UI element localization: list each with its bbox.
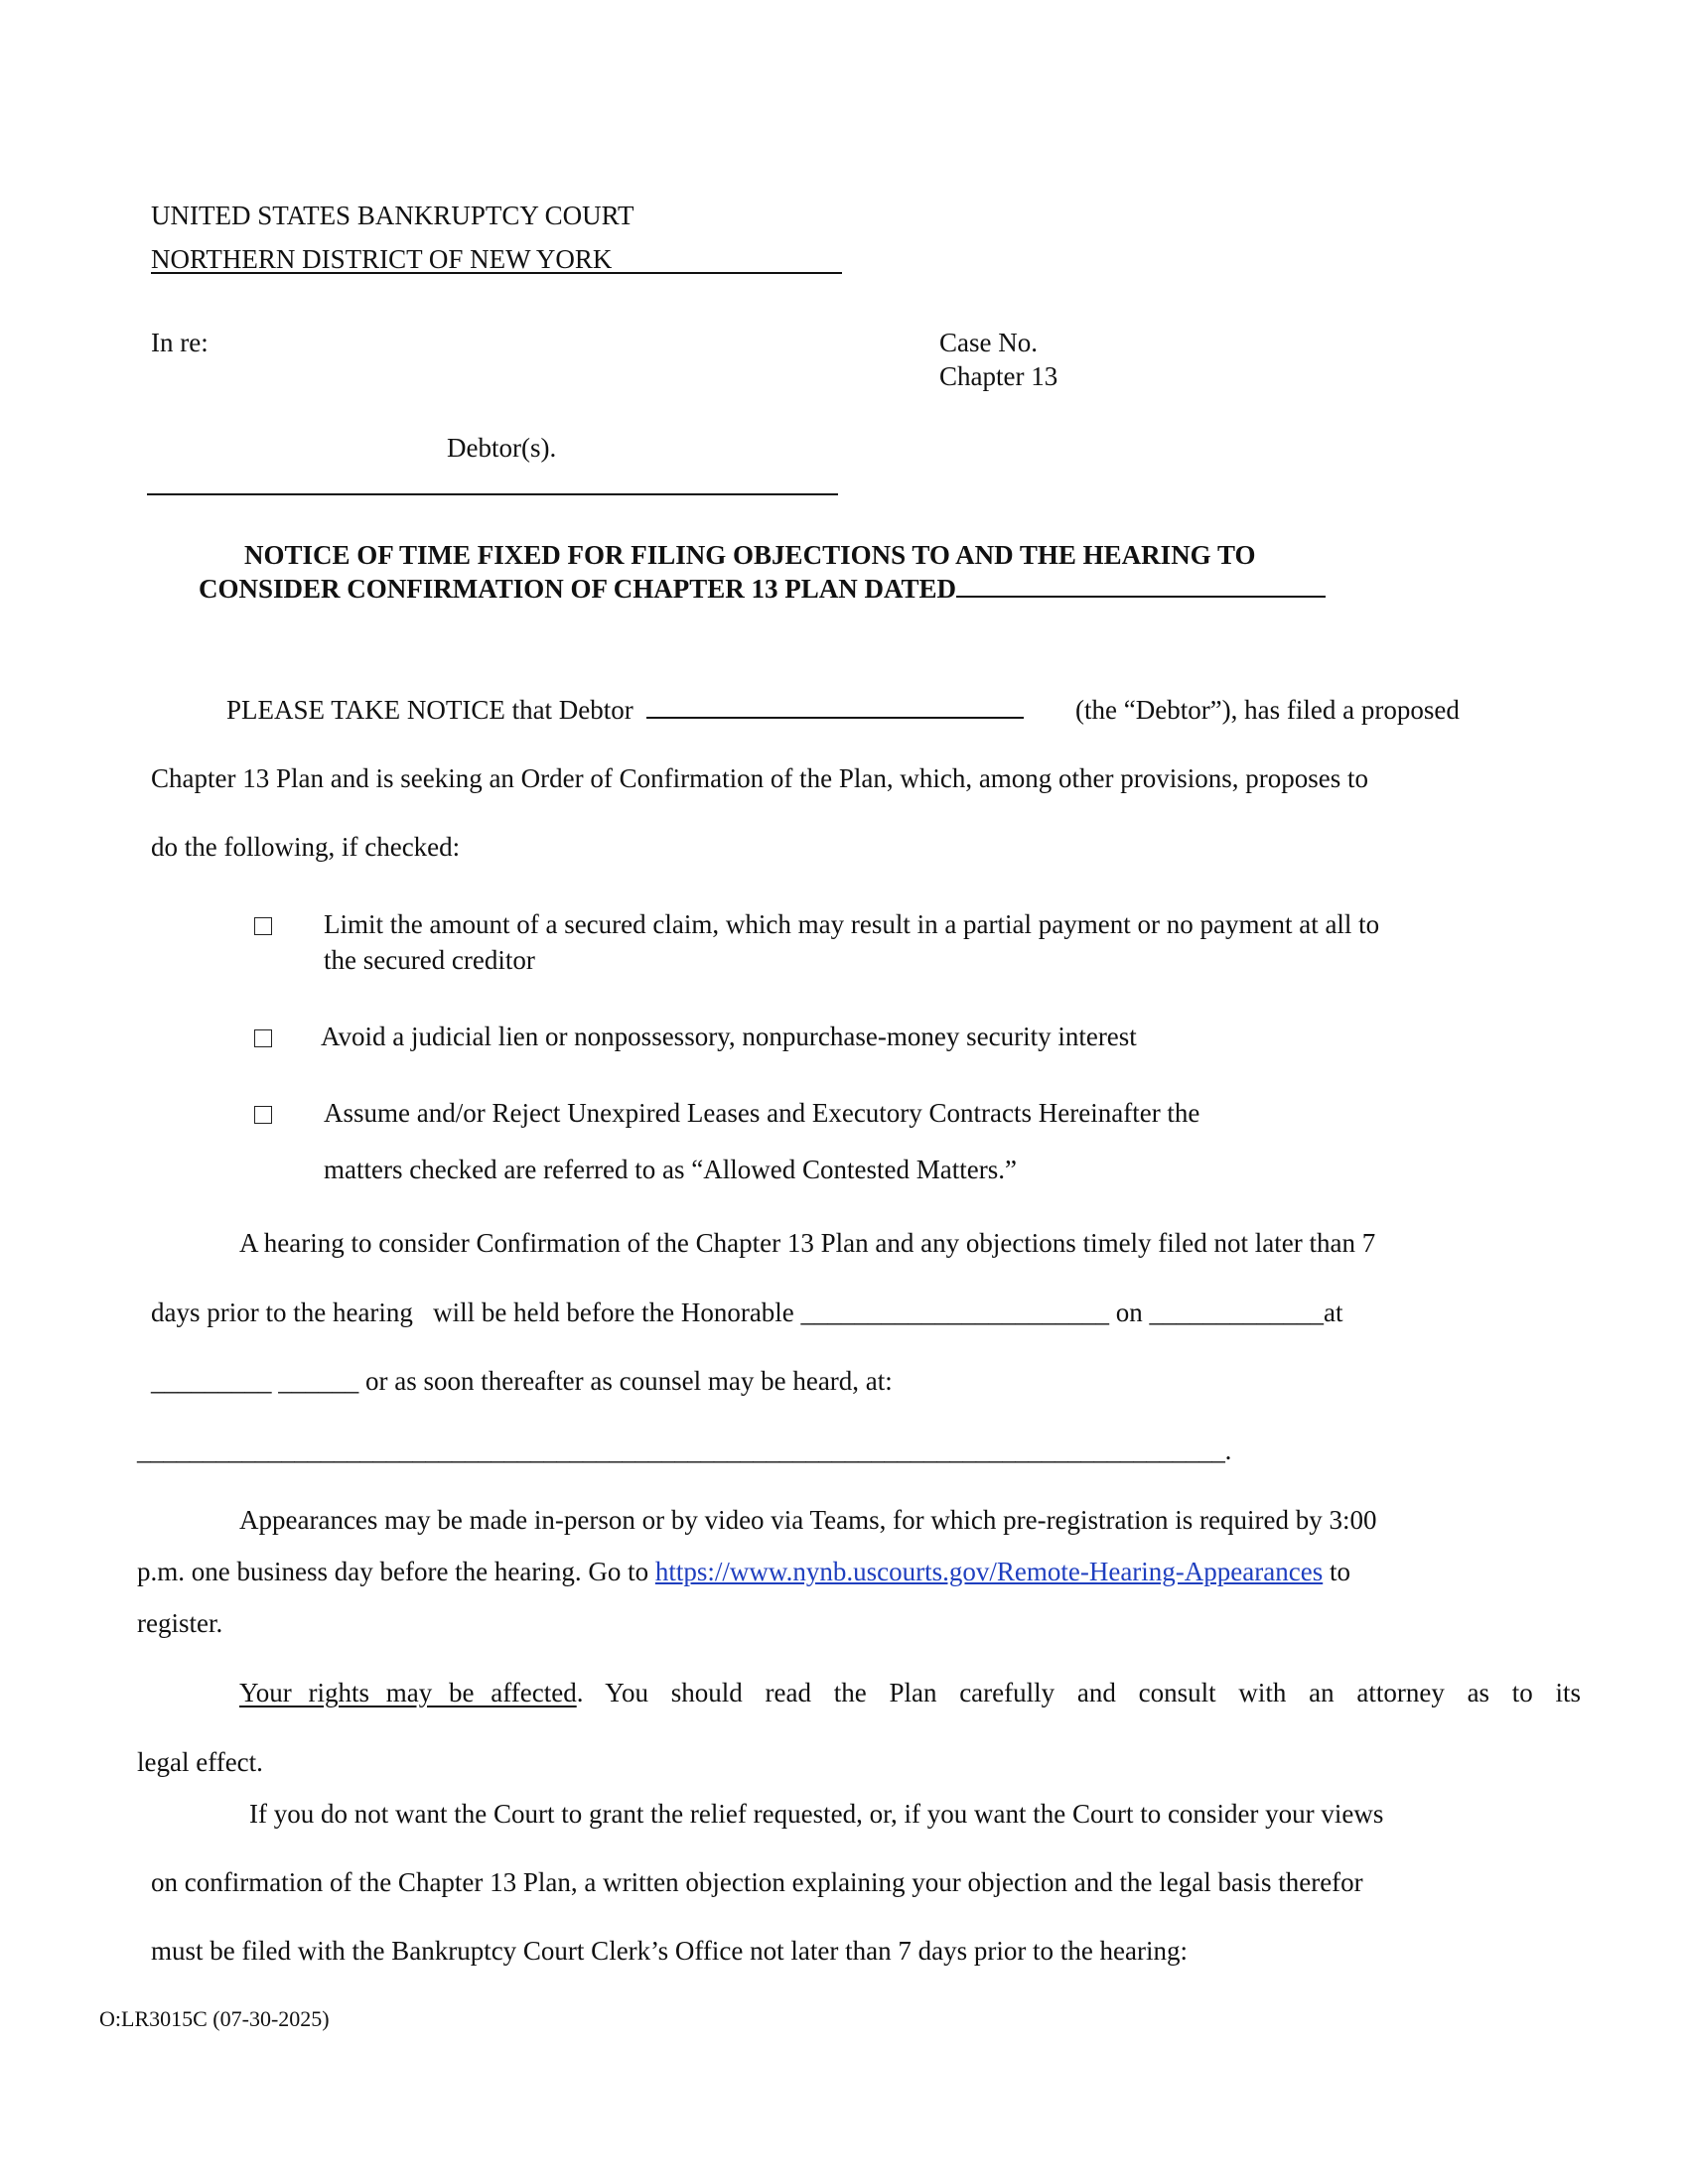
court-name: UNITED STATES BANKRUPTCY COURT bbox=[151, 201, 634, 230]
option-limit-secured-claim-line1: Limit the amount of a secured claim, which may result in a partial payment or no payment at all to bbox=[324, 909, 1380, 939]
plan-date-blank bbox=[956, 574, 1326, 598]
objection-line3: must be filed with the Bankruptcy Court Clerk’s Office not later than 7 days prior to the hearing: bbox=[151, 1936, 1189, 1966]
debtors-label: Debtor(s). bbox=[447, 433, 557, 463]
hearing-date-blank: _____________ bbox=[1149, 1297, 1325, 1327]
option-avoid-lien-line1: Avoid a judicial lien or nonpossessory, nonpurchase-money security interest bbox=[321, 1022, 1137, 1051]
in-re-label: In re: bbox=[151, 328, 209, 357]
hearing-time-blank-1: _________ bbox=[151, 1366, 272, 1396]
court-district: NORTHERN DISTRICT OF NEW YORK bbox=[151, 244, 613, 274]
objection-line2: on confirmation of the Chapter 13 Plan, a written objection explaining your objection and the legal basis therefor bbox=[151, 1867, 1363, 1897]
appearances-line2-text: p.m. one business day before the hearing. Go to bbox=[137, 1557, 649, 1586]
hearing-line2 bbox=[151, 1297, 1343, 1328]
notice-line2: Chapter 13 Plan and is seeking an Order of Confirmation of the Plan, which, among other provisions, proposes to bbox=[151, 763, 1369, 793]
notice-lead bbox=[226, 695, 1024, 726]
judge-name-blank: _______________________ bbox=[800, 1297, 1110, 1327]
district-underline bbox=[151, 272, 842, 274]
hearing-location-period: . bbox=[1224, 1435, 1232, 1465]
hearing-at-word: at bbox=[1324, 1297, 1343, 1327]
hearing-line3 bbox=[151, 1366, 893, 1397]
debtor-name-blank bbox=[646, 695, 1024, 719]
rights-line1-rest: . You should read the Plan carefully and consult with an attorney as to its bbox=[576, 1678, 1582, 1707]
notice-title-line1: NOTICE OF TIME FIXED FOR FILING OBJECTIONS TO AND THE HEARING TO bbox=[244, 540, 1256, 570]
chapter-label: Chapter 13 bbox=[939, 361, 1058, 391]
rights-warning: Your rights may be affected bbox=[239, 1678, 577, 1707]
form-identifier: O:LR3015C (07-30-2025) bbox=[99, 2006, 330, 2031]
notice-title-text: CONSIDER CONFIRMATION OF CHAPTER 13 PLAN DATED bbox=[199, 574, 957, 604]
hearing-line2-text: days prior to the hearing will be held before the Honorable bbox=[151, 1297, 794, 1327]
option-leases-contracts-line2: matters checked are referred to as “Allowed Contested Matters.” bbox=[324, 1155, 1017, 1184]
hearing-time-blank-2: ______ bbox=[278, 1366, 359, 1396]
hearing-on-word: on bbox=[1115, 1297, 1143, 1327]
notice-title-line2 bbox=[199, 574, 1326, 605]
option-limit-secured-claim-checkbox[interactable] bbox=[254, 917, 272, 935]
appearances-line3: register. bbox=[137, 1608, 223, 1638]
notice-lead-tail: (the “Debtor”), has filed a proposed bbox=[1075, 695, 1460, 725]
notice-line3: do the following, if checked: bbox=[151, 832, 461, 862]
appearances-line2 bbox=[137, 1557, 1350, 1587]
objection-line1: If you do not want the Court to grant the relief requested, or, if you want the Court to consider your views bbox=[249, 1799, 1384, 1829]
case-number-label: Case No. bbox=[939, 328, 1038, 357]
rights-line1 bbox=[239, 1678, 1581, 1708]
rights-line2: legal effect. bbox=[137, 1747, 263, 1777]
option-limit-secured-claim-line2: the secured creditor bbox=[324, 945, 535, 975]
remote-hearing-appearances-link[interactable]: https://www.nynb.uscourts.gov/Remote-Hearing-Appearances bbox=[654, 1557, 1324, 1586]
hearing-location-blank: ___________________________________________________________________________________ bbox=[137, 1435, 1225, 1465]
hearing-location-line bbox=[137, 1435, 1231, 1466]
notice-lead-text: PLEASE TAKE NOTICE that Debtor bbox=[226, 695, 633, 725]
hearing-line1: A hearing to consider Confirmation of the Chapter 13 Plan and any objections timely filed not later than 7 bbox=[239, 1228, 1376, 1258]
option-leases-contracts-line1: Assume and/or Reject Unexpired Leases and Executory Contracts Hereinafter the bbox=[324, 1098, 1200, 1128]
hearing-line3-text: or as soon thereafter as counsel may be heard, at: bbox=[365, 1366, 893, 1396]
option-avoid-lien-checkbox[interactable] bbox=[254, 1029, 272, 1047]
appearances-line2-to: to bbox=[1329, 1557, 1350, 1586]
caption-divider bbox=[147, 493, 838, 495]
option-leases-contracts-checkbox[interactable] bbox=[254, 1106, 272, 1124]
appearances-line1: Appearances may be made in-person or by video via Teams, for which pre-registration is required by 3:00 bbox=[239, 1505, 1377, 1535]
